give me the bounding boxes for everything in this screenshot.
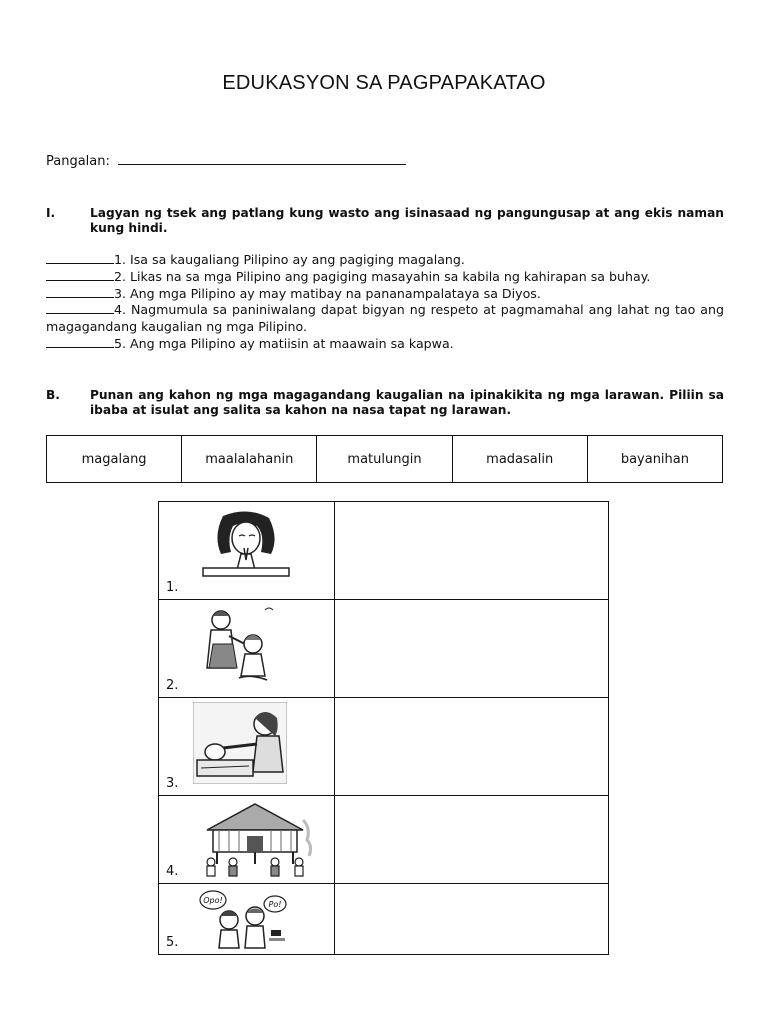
picture-answer-table	[158, 501, 609, 955]
answer-cell[interactable]	[335, 502, 608, 599]
picture-cell	[159, 502, 335, 599]
name-field-row	[46, 152, 406, 169]
answer-blank[interactable]	[46, 336, 114, 348]
answer-cell[interactable]	[335, 884, 608, 954]
answer-cell[interactable]	[335, 600, 608, 697]
section-b-number: B.	[46, 388, 60, 402]
answer-blank[interactable]	[46, 269, 114, 281]
caring-sick-icon	[193, 702, 287, 784]
word-bank-item: matulungin	[317, 436, 452, 482]
section-1-instruction: Lagyan ng tsek ang patlang kung wasto ang isinasaad ng pangungusap at ang ekis naman kung hindi.	[90, 206, 724, 235]
po-opo-children-icon	[199, 886, 289, 950]
word-bank-item: madasalin	[453, 436, 588, 482]
section-1-number: I.	[46, 206, 56, 220]
section-b-instruction: Punan ang kahon ng mga magagandang kaugalian na ipinakikita ng mga larawan. Piliin sa ibaba at isulat ang salita sa kahon na nasa tapat ng larawan.	[90, 388, 724, 417]
bayanihan-house-icon	[199, 800, 315, 878]
answer-blank[interactable]	[46, 252, 114, 264]
word-bank-item: bayanihan	[620, 451, 689, 467]
picture-number: 3.	[166, 776, 179, 791]
picture-number: 2.	[166, 678, 179, 693]
list-item: 4. Nagmumula sa paniniwalang dapat bigyan ng respeto at pagmamahal ang lahat ng tao ang magagandang kaugalian ng mga Pilipino.	[46, 302, 724, 335]
word-bank	[46, 435, 723, 483]
true-false-items	[46, 252, 724, 353]
table-row	[159, 600, 608, 698]
list-item: 3. Ang mga Pilipino ay may matibay na pananampalataya sa Diyos.	[46, 286, 724, 303]
section-b-heading	[46, 388, 724, 418]
picture-number: 5.	[166, 935, 179, 950]
answer-blank[interactable]	[46, 302, 114, 314]
picture-cell	[159, 884, 335, 954]
list-item: 5. Ang mga Pilipino ay matiisin at maawain sa kapwa.	[46, 336, 724, 353]
table-row	[159, 796, 608, 884]
list-item: 1. Isa sa kaugaliang Pilipino ay ang pagiging magalang.	[46, 252, 724, 269]
name-input-line[interactable]	[118, 152, 406, 165]
speech-bubble-text: Po!	[268, 900, 282, 909]
picture-cell	[159, 600, 335, 697]
picture-cell	[159, 698, 335, 795]
praying-girl-icon	[199, 508, 293, 578]
answer-cell[interactable]	[335, 698, 608, 795]
section-1-heading	[46, 206, 724, 236]
table-row	[159, 698, 608, 796]
picture-number: 4.	[166, 864, 179, 879]
table-row	[159, 502, 608, 600]
speech-bubble-text: Opo!	[203, 896, 223, 905]
name-label: Pangalan:	[46, 154, 110, 169]
answer-cell[interactable]	[335, 796, 608, 883]
page-title: EDUKASYON SA PAGPAPAKATAO	[222, 72, 546, 94]
helping-child-icon	[199, 604, 283, 688]
list-item: 2. Likas na sa mga Pilipino ang pagiging masayahin sa kabila ng kahirapan sa buhay.	[46, 269, 724, 286]
answer-blank[interactable]	[46, 286, 114, 298]
word-bank-item: maalalahanin	[182, 436, 317, 482]
picture-cell	[159, 796, 335, 883]
picture-number: 1.	[166, 580, 179, 595]
table-row	[159, 884, 608, 954]
word-bank-item: magalang	[47, 436, 182, 482]
